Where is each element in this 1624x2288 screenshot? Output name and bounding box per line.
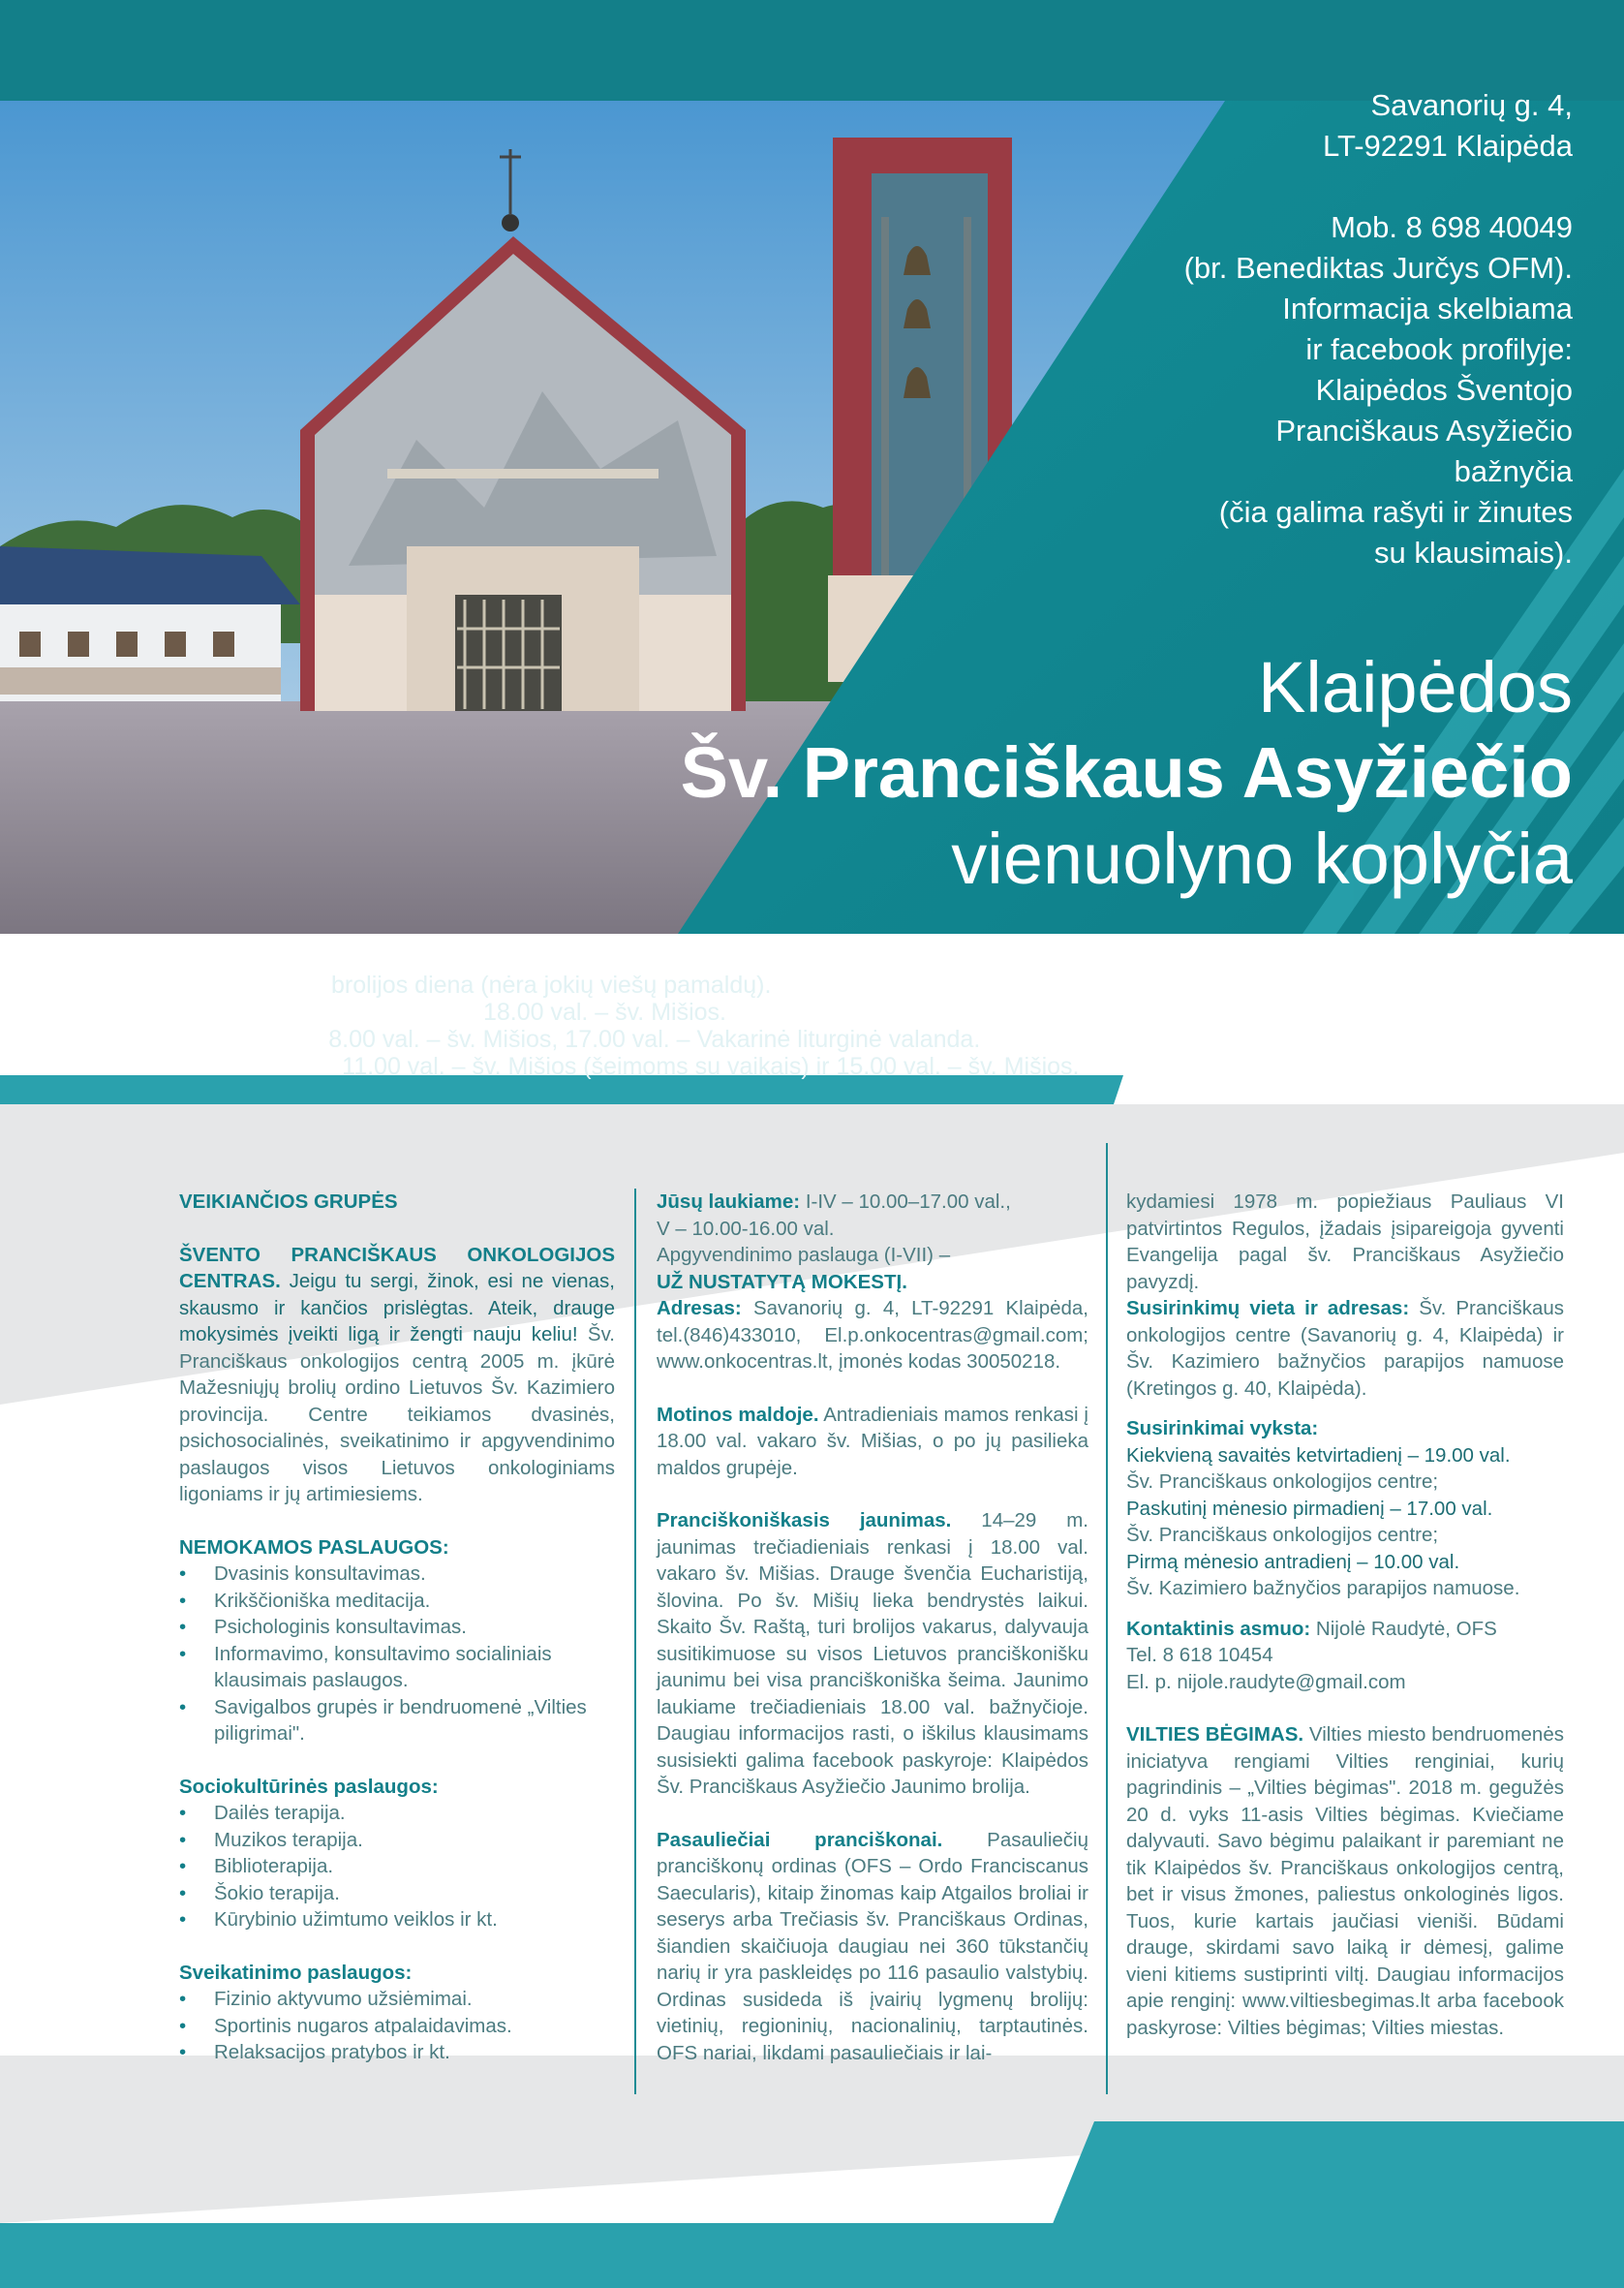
place-paragraph — [1126, 1295, 1564, 1402]
schedule-day: Antradienis-penktadienis: — [179, 999, 476, 1026]
mothers-text: Antradieniais mamos renkasi į 18.00 val. vakaro šv. Mišias, o po jų pasilieka maldos grupėje. — [657, 1403, 1088, 1479]
list-item: • Sportinis nugaros atpalaidavimas. — [179, 2013, 615, 2040]
schedule-row — [179, 972, 1148, 999]
list-item: • Kūrybinio užimtumo veiklos ir kt. — [179, 1906, 615, 1933]
meeting-line: Šv. Kazimiero bažnyčios parapijos namuose. — [1126, 1577, 1520, 1599]
facebook-info-7: su klausimais). — [1374, 536, 1573, 570]
schedule-heading: Pamaldų tvarka: — [179, 944, 367, 972]
address-label: Adresas: — [657, 1297, 742, 1319]
onko-title: ŠVENTO PRANCIŠKAUS ONKOLOGIJOS CENTRAS. — [179, 1243, 615, 1292]
address-line-2: LT-92291 Klaipėda — [1323, 129, 1573, 163]
health-heading: Sveikatinimo paslaugos: — [179, 1961, 413, 1984]
meeting-line: Šv. Pranciškaus onkologijos centre; — [1126, 1524, 1439, 1546]
address-paragraph — [657, 1295, 1088, 1376]
socio-heading: Sociokultūrinės paslaugos: — [179, 1775, 439, 1798]
facebook-info-3: Klaipėdos Šventojo — [1315, 373, 1573, 407]
hope-run-text: Vilties miesto bendruomenės iniciatyva rengiami Vilties renginiai, kurių pagrindinis – „Vilties bėgimas". 2018 m. gegužės 20 d. vyks 11-asis Vilties bėgimas. Kviečiame dalyvauti. Savo bėgimu palaikant ir paremiant ne tik Klaipėdos šv. Pranciškaus onkologijos centrą, bet ir visus žmones, paliestus onkologinės ligos. Tuos, kurie kartais jaučiasi vieniši. Būdami drauge, skirdami savo laiką ir dėmesį, galime vieni kitiems sustiprinti viltį. Daugiau informacijos apie renginį: www.viltiesbegimas.lt arba facebook paskyrose: Vilties bėgimas; Vilties miestas. — [1126, 1723, 1564, 2039]
meeting-line: Paskutinį mėnesio pirmadienį – 17.00 val. — [1126, 1497, 1493, 1520]
mothers-title: Motinos maldoje. — [657, 1403, 819, 1426]
schedule-text: 8.00 val. – šv. Mišios, 17.00 val. – Vakarinė liturginė valanda. — [328, 1026, 981, 1053]
list-item: • Fizinio aktyvumo užsiėmimai. — [179, 1986, 615, 2013]
contact-phone: Tel. 8 618 10454 — [1126, 1644, 1273, 1666]
column-activities — [657, 1189, 1088, 2066]
facebook-info-5: bažnyčia — [1454, 454, 1573, 488]
secular-text: Pasauliečių pranciškonų ordinas (OFS – Ordo Franciscanus Saecularis), kitaip žinomas kaip Atgailos broliai ir seserys arba Trečiasis šv. Pranciškaus Ordinas, šiandien skaičiuoja daugiau nei 360 tūkstančių narių ir yra paskleidęs po 116 pasaulio valstybių. Ordinas susideda iš įvairių lygmenų brolijų: vietinių, regioninių, nacionalinių, tarptautinės. OFS nariai, likdami pasauliečiais ir lai- — [657, 1828, 1088, 2064]
continuation-text: kydamiesi 1978 m. popiežiaus Pauliaus VI patvirtintos Regulos, įžadais įsipareigoja gyventi Evangelija pagal šv. Pranciškaus Asyžiečio pavyzdį. — [1126, 1190, 1564, 1293]
free-services-heading: NEMOKAMOS PASLAUGOS: — [179, 1535, 449, 1559]
contact-person-line — [1126, 1616, 1564, 1643]
schedule-text: 11.00 val. – šv. Mišios (šeimoms su vaikais) ir 15.00 val. – šv. Mišios. — [342, 1053, 1080, 1080]
mothers-paragraph — [657, 1402, 1088, 1482]
onko-lead: Jeigu tu sergi, žinok, esi ne vienas, skausmo ir kančios prislėgtas. Ateik, drauge mokysimės įveikti ligą ir žengti nauju keliu! — [179, 1270, 615, 1345]
list-item: • Biblioterapija. — [179, 1853, 615, 1880]
list-item: • Šokio terapija. — [179, 1880, 615, 1907]
page-title — [411, 647, 1573, 901]
list-item: • Dailės terapija. — [179, 1800, 615, 1827]
address-line-1: Savanorių g. 4, — [1370, 88, 1573, 122]
contact-block — [1030, 85, 1573, 573]
facebook-info-1: Informacija skelbiama — [1282, 292, 1573, 325]
schedule-row — [179, 999, 1148, 1026]
place-text: Šv. Pranciškaus onkologijos centre (Savanorių g. 4, Klaipėda) ir Šv. Kazimiero bažnyčios parapijos namuose (Kretingos g. 40, Klaipėda). — [1126, 1297, 1565, 1400]
youth-text: 14–29 m. jaunimas trečiadieniais renkasi į 18.00 val. vakaro šv. Mišias. Drauge švenčia Eucharistiją, šlovina. Po šv. Mišių lieka bendrystės laikui. Skaito Šv. Raštą, turi brolijos vakarus, dalyvauja susitikimuose su visos Lietuvos pranciškonišku jaunimu bei visa pranciškoniška šeima. Jaunimo laukiame trečiadieniais 18.00 val. bažnyčioje. Daugiau informacijos rasti, o iškilus klausimams susisiekti galima facebook paskyroje: Klaipėdos Šv. Pranciškaus Asyžiečio Jaunimo brolija. — [657, 1509, 1088, 1798]
schedule-day: Sekmadienis: — [179, 1053, 336, 1080]
lodging-line: Apgyvendinimo paslauga (I-VII) – — [657, 1244, 951, 1266]
schedule-row — [179, 1053, 1148, 1080]
meetings-heading: Susirinkimai vyksta: — [1126, 1417, 1319, 1439]
onko-body: Šv. Pranciškaus onkologijos centrą 2005 m. įkūrė Mažesniųjų brolių ordino Lietuvos Šv. Kazimiero provincija. Centre teikiamos dvasinės, psichosocialinės, sveikatinimo ir apgyvendinimo paslaugos visos Lietuvos onkologiniams ligoniams ir jų artimiesiems. — [179, 1323, 615, 1505]
mobile-number: Mob. 8 698 40049 — [1331, 210, 1573, 244]
column-meetings — [1126, 1189, 1564, 2041]
secular-paragraph — [657, 1827, 1088, 2067]
list-item: • Dvasinis konsultavimas. — [179, 1561, 615, 1588]
address-text: Savanorių g. 4, LT-92291 Klaipėda, tel.(846)433010, El.p.onkocentras@gmail.com; www.onkocentras.lt, įmonės kodas 30050218. — [657, 1297, 1088, 1373]
meeting-line: Šv. Pranciškaus onkologijos centre; — [1126, 1470, 1439, 1493]
hours-label: Jūsų laukiame: — [657, 1190, 801, 1213]
column-divider — [634, 1189, 636, 2094]
list-item: • Savigalbos grupės ir bendruomenė „Vilties piligrimai". — [179, 1694, 615, 1747]
schedule-text: 18.00 val. – šv. Mišios. — [482, 999, 726, 1026]
hours-line — [657, 1189, 1088, 1216]
schedule-day: Šeštadienis: — [179, 1026, 322, 1053]
facebook-info-6: (čia galima rašyti ir žinutes — [1218, 495, 1573, 529]
title-line-1: Klaipėdos — [1257, 647, 1573, 727]
section-heading: VEIKIANČIOS GRUPĖS — [179, 1190, 398, 1213]
list-item: • Relaksacijos pratybos ir kt. — [179, 2039, 615, 2066]
onko-paragraph — [179, 1242, 615, 1508]
list-item: • Krikščioniška meditacija. — [179, 1588, 615, 1615]
hours-line-2: V – 10.00-16.00 val. — [657, 1217, 835, 1240]
list-item: • Informavimo, konsultavimo socialiniais klausimais paslaugos. — [179, 1641, 615, 1694]
schedule-row — [179, 1026, 1148, 1053]
facebook-info-2: ir facebook profilyje: — [1305, 332, 1573, 366]
hope-run-paragraph — [1126, 1721, 1564, 2041]
hope-run-title: VILTIES BĖGIMAS. — [1126, 1723, 1304, 1746]
list-item: • Psichologinis konsultavimas. — [179, 1614, 615, 1641]
lodging-price: UŽ NUSTATYTĄ MOKESTĮ. — [657, 1270, 907, 1293]
title-line-2: Šv. Pranciškaus Asyžiečio — [680, 732, 1573, 813]
facebook-info-4: Pranciškaus Asyžiečio — [1275, 414, 1573, 448]
column-divider — [1106, 1143, 1108, 2094]
schedule-text: brolijos diena (nėra jokių viešų pamaldų). — [331, 972, 772, 999]
meeting-line: Kiekvieną savaitės ketvirtadienį – 19.00 val. — [1126, 1443, 1511, 1467]
youth-paragraph — [657, 1507, 1088, 1801]
contact-person: (br. Benediktas Jurčys OFM). — [1183, 251, 1573, 285]
secular-title: Pasauliečiai pranciškonai. — [657, 1828, 943, 1851]
title-line-3: vienuolyno koplyčia — [951, 819, 1573, 899]
hours-value: I-IV – 10.00–17.00 val., — [805, 1190, 1011, 1213]
contact-name: Nijolė Raudytė, OFS — [1315, 1617, 1497, 1640]
meeting-line: Pirmą mėnesio antradienį – 10.00 val. — [1126, 1550, 1460, 1573]
schedule-day: Pirmadienis: — [179, 972, 325, 999]
list-item: • Muzikos terapija. — [179, 1827, 615, 1854]
place-label: Susirinkimų vieta ir adresas: — [1126, 1297, 1410, 1319]
contact-email: El. p. nijole.raudyte@gmail.com — [1126, 1670, 1406, 1693]
column-groups — [179, 1189, 615, 2066]
contact-label: Kontaktinis asmuo: — [1126, 1617, 1311, 1640]
youth-title: Pranciškoniškasis jaunimas. — [657, 1509, 952, 1531]
service-schedule — [179, 944, 1148, 1080]
